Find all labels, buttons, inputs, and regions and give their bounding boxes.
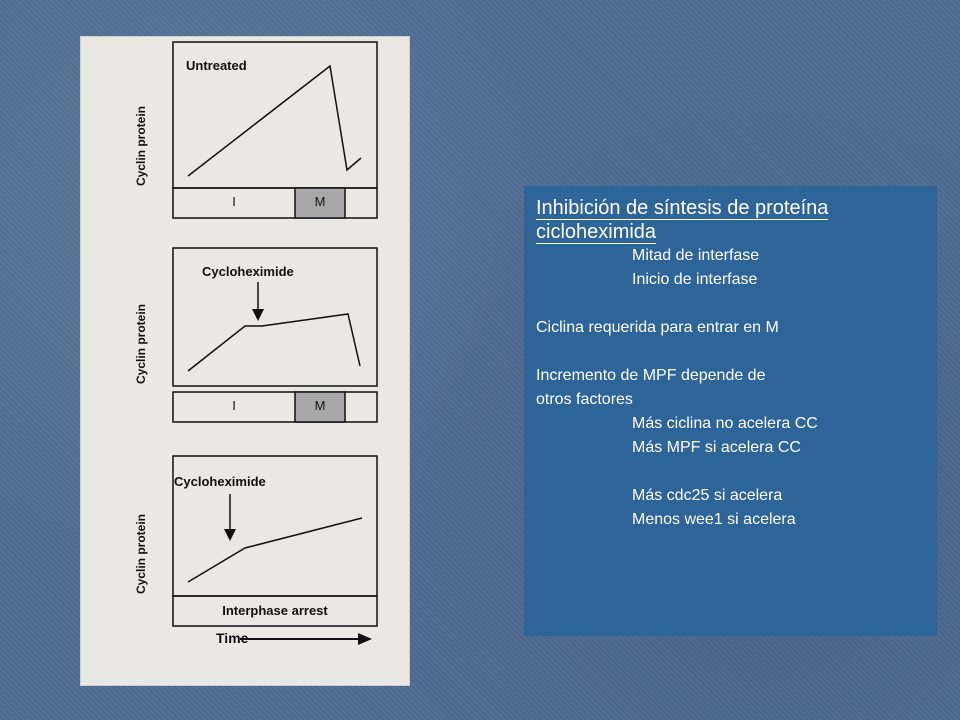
notes-box: [524, 186, 937, 636]
notes-line: Ciclina requerida para entrar en M: [536, 319, 779, 336]
figure-drawing: [80, 36, 410, 686]
phase-label: M: [314, 194, 326, 209]
notes-title: [536, 196, 925, 220]
notes-line: Incremento de MPF depende de: [536, 367, 766, 384]
panel-title: Cycloheximide: [202, 264, 294, 279]
notes-line: Mitad de interfase: [632, 247, 760, 264]
panel-title: Untreated: [186, 58, 247, 73]
y-axis-label: Cyclin protein: [134, 303, 148, 384]
y-axis-label: Cyclin protein: [134, 513, 148, 594]
notes-line: otros factores: [536, 391, 633, 408]
cyclin-figure: [80, 36, 410, 686]
panel-title: Cycloheximide: [174, 474, 266, 489]
x-axis-label: Time: [216, 630, 249, 646]
notes-title-line1: Inhibición de síntesis de proteína: [536, 197, 829, 219]
phase-label: M: [314, 398, 326, 413]
notes-line: Más ciclina no acelera CC: [632, 415, 818, 432]
y-axis-label: Cyclin protein: [134, 105, 148, 186]
phase-label: Interphase arrest: [222, 603, 328, 618]
notes-title: [536, 220, 925, 244]
phase-label: I: [232, 398, 236, 413]
notes-line: Menos wee1 si acelera: [632, 511, 796, 528]
notes-line: Inicio de interfase: [632, 271, 758, 288]
notes-title-line2: cicloheximida: [536, 221, 657, 243]
notes-line: Más cdc25 si acelera: [632, 487, 783, 504]
cyclin-curve: [188, 314, 360, 371]
phase-label: I: [232, 194, 236, 209]
cyclin-curve: [188, 66, 361, 176]
cyclin-curve: [188, 518, 362, 582]
notes-line: Más MPF si acelera CC: [632, 439, 801, 456]
